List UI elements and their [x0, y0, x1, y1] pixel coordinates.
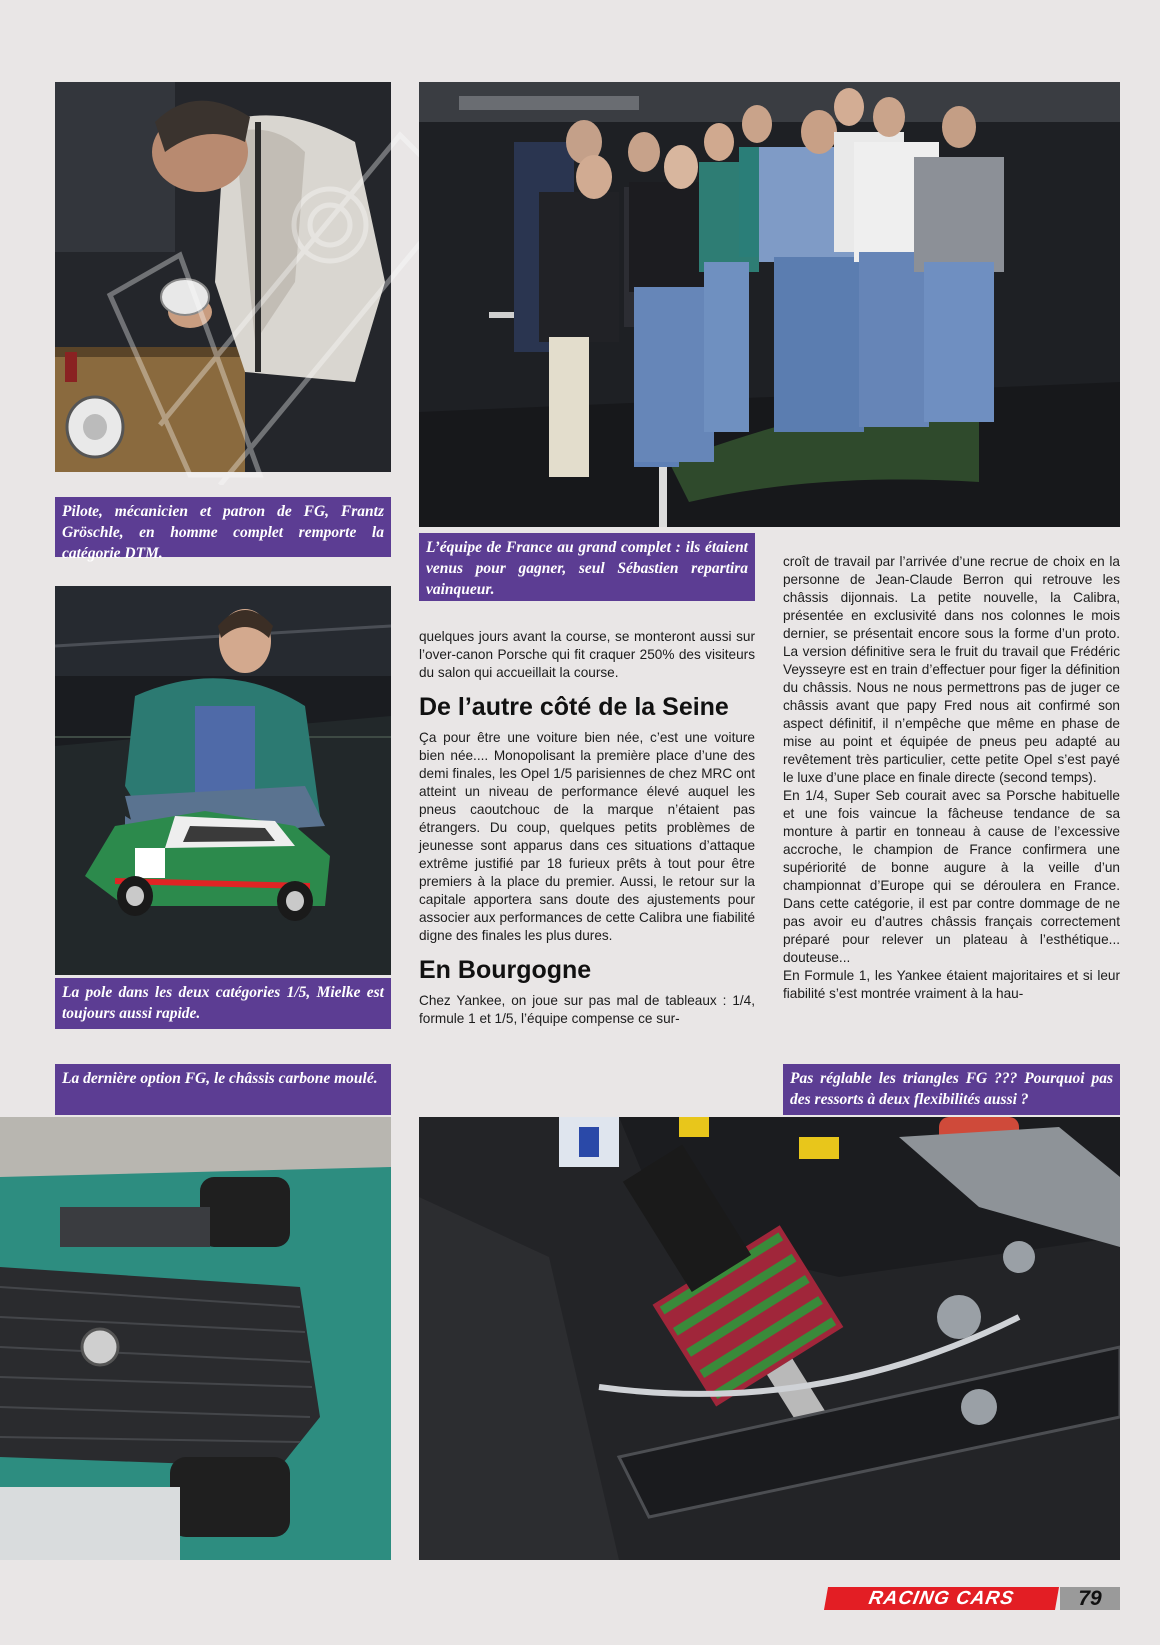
page-folio — [826, 1587, 1120, 1610]
article-paragraph: Chez Yankee, on joue sur pas mal de tableaux : 1/4, formule 1 et 1/5, l’équipe compense ce sur- — [419, 993, 755, 1026]
article-column-1 — [419, 628, 755, 1068]
page-number: 79 — [1060, 1587, 1120, 1610]
caption-triangles: Pas réglable les triangles FG ??? Pourquoi pas des ressorts à deux flexibilités aussi ? — [783, 1064, 1120, 1115]
photo-pole-driver — [55, 586, 391, 975]
photo-team — [419, 82, 1120, 527]
photo-suspension — [419, 1117, 1120, 1560]
article-paragraph: quelques jours avant la course, se monteront aussi sur l’over-canon Porsche qui fit craquer 250% des visiteurs du salon qui accueillait la course. — [419, 629, 755, 680]
caption-mechanic: Pilote, mécanicien et patron de FG, Frantz Gröschle, en homme complet remporte la catégorie DTM. — [55, 497, 391, 557]
article-column-2 — [783, 553, 1120, 1038]
article-paragraph: croît de travail par l’arrivée d’une recrue de choix en la personne de Jean-Claude Berron qui retrouve les châssis dijonnais. La petite nouvelle, la Calibra, présentée en exclusivité dans nos colonnes le mois dernier, se présentait encore sous la forme d’un proto. La version définitive sera le fruit du travail que Frédéric Veysseyre est en train d’effectuer pour figer la définition du châssis. Nous ne nous permettrons pas de juger ce châssis avant que papy Fred nous ait confirmé son aspect définitif, il n’empêche que même en phase de mise au point et équipée de pneus peu adapté au revêtement très particulier, cette petite Opel s’est payé le luxe d’une place en finale directe (second temps). — [783, 554, 1120, 785]
heading-bourgogne: En Bourgogne — [419, 956, 592, 984]
heading-seine: De l’autre côté de la Seine — [419, 693, 729, 721]
caption-team: L’équipe de France au grand complet : ils étaient venus pour gagner, seul Sébastien repartira vainqueur. — [419, 533, 755, 601]
article-paragraph: En Formule 1, les Yankee étaient majoritaires et si leur fiabilité s’est montrée vraiment à la hau- — [783, 968, 1120, 1001]
caption-pole: La pole dans les deux catégories 1/5, Mielke est toujours aussi rapide. — [55, 978, 391, 1029]
article-paragraph: En 1/4, Super Seb courait avec sa Porsche habituelle et une fois vaincue la fâcheuse tendance de sa monture à partir en tonneau à cause de l’excessive accroche, le champion de France confirmera une supériorité de bonne augure à la veille d’un championnat d’Europe qui se déroulera en France. Dans cette catégorie, il est par contre dommage de ne pas avoir eu d’autres châssis français correctement préparé pour relever un plateau à l’esthétique... douteuse... — [783, 788, 1120, 965]
article-paragraph: Ça pour être une voiture bien née, c’est une voiture bien née.... Monopolisant la première place d’une des demi finales, les Opel 1/5 parisiennes de chez MRC ont atteint un niveau de performance élevé auquel les pneus caoutchouc de la marque n’étaient pas étrangers. Du coup, quelques petits problèmes de jeunesse sont apparus dans ces situations d’attaque extrême justifié par 18 furieux prêts à tout pour être premiers à la place du premier. Aussi, le retour sur la capitale apportera sans doute des ajustements pour associer aux performances de cette Calibra une fiabilité digne des finales les plus dures. — [419, 730, 755, 943]
magazine-name: RACING CARS — [824, 1587, 1059, 1610]
photo-mechanic — [55, 82, 391, 472]
caption-chassis: La dernière option FG, le châssis carbone moulé. — [55, 1064, 391, 1115]
photo-carbon-chassis — [0, 1117, 391, 1560]
